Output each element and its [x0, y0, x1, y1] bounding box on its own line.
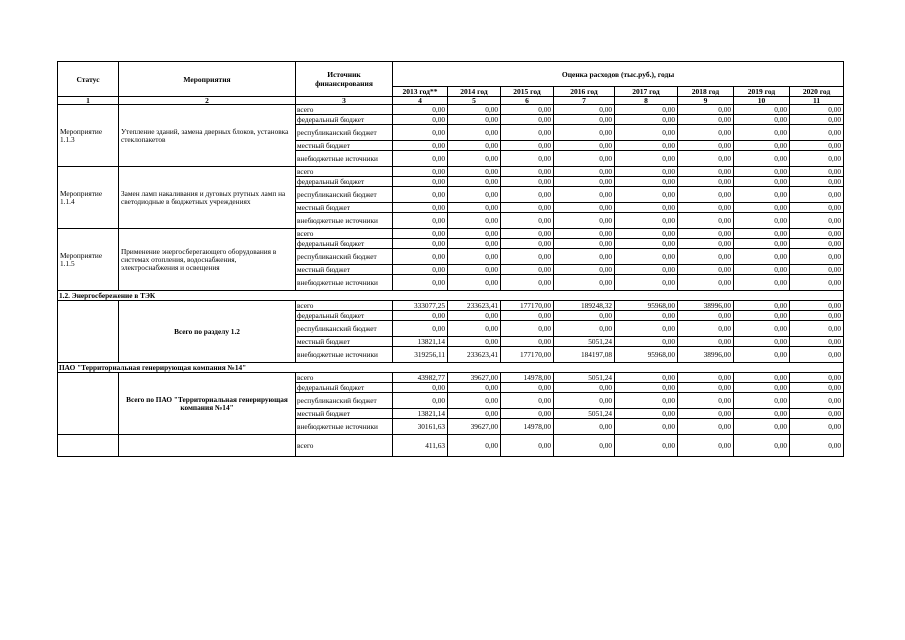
value-cell: 0,00: [554, 419, 615, 435]
value-cell: 14978,00: [501, 419, 554, 435]
table-row: [58, 435, 844, 457]
value-cell: 0,00: [448, 203, 501, 213]
funding-source-cell: внебюджетные источники: [296, 419, 393, 435]
funding-source-cell: всего: [296, 373, 393, 383]
value-cell: 0,00: [448, 275, 501, 291]
value-cell: 0,00: [448, 229, 501, 239]
value-cell: 0,00: [734, 435, 790, 457]
value-cell: 0,00: [790, 265, 844, 275]
value-cell: 0,00: [615, 203, 678, 213]
value-cell: 0,00: [734, 125, 790, 141]
value-cell: 0,00: [554, 141, 615, 151]
value-cell: 0,00: [615, 393, 678, 409]
value-cell: 13821,14: [393, 409, 448, 419]
value-cell: 0,00: [501, 249, 554, 265]
budget-table-sheet: [57, 61, 843, 457]
value-cell: 0,00: [501, 265, 554, 275]
funding-source-cell: внебюджетные источники: [296, 347, 393, 363]
funding-source-cell: республиканский бюджет: [296, 321, 393, 337]
value-cell: 0,00: [554, 249, 615, 265]
funding-source-cell: всего: [296, 167, 393, 177]
value-cell: 0,00: [734, 265, 790, 275]
value-cell: 0,00: [448, 177, 501, 187]
value-cell: 0,00: [501, 229, 554, 239]
value-cell: 0,00: [734, 151, 790, 167]
funding-source-cell: местный бюджет: [296, 141, 393, 151]
value-cell: 0,00: [734, 373, 790, 383]
value-cell: 0,00: [734, 105, 790, 115]
value-cell: 177170,00: [501, 347, 554, 363]
value-cell: 0,00: [393, 393, 448, 409]
value-cell: 0,00: [790, 383, 844, 393]
funding-source-cell: федеральный бюджет: [296, 311, 393, 321]
value-cell: 0,00: [678, 105, 734, 115]
value-cell: 0,00: [734, 239, 790, 249]
value-cell: 0,00: [501, 337, 554, 347]
value-cell: 0,00: [393, 187, 448, 203]
value-cell: 0,00: [501, 141, 554, 151]
funding-source-cell: федеральный бюджет: [296, 177, 393, 187]
value-cell: 0,00: [615, 229, 678, 239]
column-number: 3: [296, 97, 393, 105]
value-cell: 0,00: [790, 321, 844, 337]
budget-table: [57, 61, 844, 457]
value-cell: 184197,08: [554, 347, 615, 363]
header-year: 2017 год: [615, 87, 678, 97]
value-cell: 14978,00: [501, 373, 554, 383]
header-estimate: Оценка расходов (тыс.руб.), годы: [393, 62, 844, 87]
value-cell: 0,00: [615, 419, 678, 435]
funding-source-cell: местный бюджет: [296, 265, 393, 275]
funding-source-cell: республиканский бюджет: [296, 125, 393, 141]
value-cell: 0,00: [393, 265, 448, 275]
value-cell: 0,00: [501, 435, 554, 457]
value-cell: 5051,24: [554, 409, 615, 419]
value-cell: 0,00: [448, 265, 501, 275]
value-cell: 0,00: [678, 265, 734, 275]
value-cell: 0,00: [615, 321, 678, 337]
value-cell: 0,00: [393, 125, 448, 141]
value-cell: 0,00: [554, 393, 615, 409]
value-cell: 0,00: [790, 311, 844, 321]
column-number: 7: [554, 97, 615, 105]
value-cell: 0,00: [678, 213, 734, 229]
column-number: 4: [393, 97, 448, 105]
value-cell: 0,00: [554, 239, 615, 249]
value-cell: 233623,41: [448, 347, 501, 363]
table-row: [58, 105, 844, 115]
value-cell: 0,00: [501, 167, 554, 177]
value-cell: 0,00: [790, 141, 844, 151]
header-year: 2013 год**: [393, 87, 448, 97]
value-cell: 0,00: [448, 337, 501, 347]
value-cell: 0,00: [501, 311, 554, 321]
value-cell: 0,00: [501, 151, 554, 167]
value-cell: 13821,14: [393, 337, 448, 347]
value-cell: 0,00: [678, 203, 734, 213]
value-cell: 0,00: [393, 229, 448, 239]
section-title: ПАО "Территориальная генерирующая компания №14": [58, 363, 844, 373]
status-cell: [58, 435, 119, 457]
column-number: 5: [448, 97, 501, 105]
value-cell: 5051,24: [554, 337, 615, 347]
value-cell: 0,00: [554, 115, 615, 125]
value-cell: 0,00: [615, 141, 678, 151]
value-cell: 333077,25: [393, 301, 448, 311]
value-cell: 0,00: [734, 409, 790, 419]
value-cell: 0,00: [790, 373, 844, 383]
value-cell: 0,00: [554, 265, 615, 275]
value-cell: 0,00: [734, 115, 790, 125]
value-cell: 0,00: [678, 383, 734, 393]
table-row: [58, 229, 844, 239]
funding-source-cell: федеральный бюджет: [296, 239, 393, 249]
value-cell: 0,00: [448, 409, 501, 419]
header-events: Мероприятия: [119, 62, 296, 97]
value-cell: 0,00: [448, 249, 501, 265]
funding-source-cell: республиканский бюджет: [296, 187, 393, 203]
value-cell: 0,00: [393, 151, 448, 167]
value-cell: 0,00: [448, 167, 501, 177]
value-cell: 0,00: [678, 393, 734, 409]
value-cell: 38996,00: [678, 347, 734, 363]
funding-source-cell: внебюджетные источники: [296, 275, 393, 291]
value-cell: 0,00: [501, 409, 554, 419]
value-cell: 0,00: [554, 435, 615, 457]
value-cell: 0,00: [790, 393, 844, 409]
value-cell: 0,00: [448, 321, 501, 337]
value-cell: 0,00: [734, 275, 790, 291]
value-cell: 0,00: [393, 177, 448, 187]
value-cell: 0,00: [734, 229, 790, 239]
column-number: 9: [678, 97, 734, 105]
value-cell: 38996,00: [678, 301, 734, 311]
value-cell: 0,00: [554, 203, 615, 213]
value-cell: 0,00: [790, 337, 844, 347]
funding-source-cell: всего: [296, 435, 393, 457]
value-cell: 0,00: [678, 249, 734, 265]
value-cell: 0,00: [734, 177, 790, 187]
value-cell: 0,00: [554, 187, 615, 203]
value-cell: 0,00: [734, 249, 790, 265]
value-cell: 0,00: [790, 187, 844, 203]
value-cell: 0,00: [790, 239, 844, 249]
value-cell: 0,00: [790, 203, 844, 213]
value-cell: 0,00: [554, 229, 615, 239]
value-cell: 0,00: [554, 275, 615, 291]
value-cell: 0,00: [554, 151, 615, 167]
table-row: [58, 373, 844, 383]
value-cell: 0,00: [448, 115, 501, 125]
column-number: 10: [734, 97, 790, 105]
value-cell: 0,00: [615, 187, 678, 203]
value-cell: 30161,63: [393, 419, 448, 435]
value-cell: 0,00: [501, 115, 554, 125]
column-number: 8: [615, 97, 678, 105]
header-year: 2015 год: [501, 87, 554, 97]
value-cell: 0,00: [734, 393, 790, 409]
value-cell: 95968,00: [615, 347, 678, 363]
value-cell: 411,63: [393, 435, 448, 457]
value-cell: 0,00: [554, 321, 615, 337]
value-cell: 0,00: [501, 105, 554, 115]
value-cell: 0,00: [734, 383, 790, 393]
value-cell: 0,00: [393, 105, 448, 115]
value-cell: 0,00: [615, 383, 678, 393]
status-cell: [58, 301, 119, 363]
event-cell: Всего по ПАО "Территориальная генерирующая компания №14": [119, 373, 296, 435]
value-cell: 0,00: [734, 337, 790, 347]
table-row: [58, 167, 844, 177]
value-cell: 0,00: [678, 409, 734, 419]
value-cell: 319256,11: [393, 347, 448, 363]
header-year: 2018 год: [678, 87, 734, 97]
funding-source-cell: внебюджетные источники: [296, 151, 393, 167]
funding-source-cell: республиканский бюджет: [296, 393, 393, 409]
value-cell: 0,00: [790, 151, 844, 167]
value-cell: 0,00: [615, 213, 678, 229]
funding-source-cell: местный бюджет: [296, 203, 393, 213]
value-cell: 0,00: [615, 239, 678, 249]
section-row: [58, 291, 844, 301]
value-cell: 0,00: [615, 265, 678, 275]
value-cell: 0,00: [554, 167, 615, 177]
value-cell: 0,00: [790, 409, 844, 419]
value-cell: 0,00: [448, 141, 501, 151]
value-cell: 0,00: [501, 203, 554, 213]
value-cell: 0,00: [501, 125, 554, 141]
value-cell: 0,00: [790, 125, 844, 141]
value-cell: 0,00: [554, 213, 615, 229]
section-row: [58, 363, 844, 373]
value-cell: 0,00: [448, 239, 501, 249]
value-cell: 0,00: [501, 383, 554, 393]
value-cell: 0,00: [615, 409, 678, 419]
value-cell: 0,00: [615, 311, 678, 321]
value-cell: 5051,24: [554, 373, 615, 383]
value-cell: 0,00: [678, 229, 734, 239]
value-cell: 0,00: [501, 239, 554, 249]
value-cell: 0,00: [615, 177, 678, 187]
value-cell: 0,00: [554, 105, 615, 115]
value-cell: 0,00: [615, 105, 678, 115]
value-cell: 0,00: [678, 115, 734, 125]
value-cell: 0,00: [615, 125, 678, 141]
status-cell: Мероприятие 1.1.4: [58, 167, 119, 229]
value-cell: 0,00: [790, 229, 844, 239]
value-cell: 0,00: [501, 213, 554, 229]
value-cell: 95968,00: [615, 301, 678, 311]
header-status: Статус: [58, 62, 119, 97]
value-cell: 0,00: [501, 187, 554, 203]
value-cell: 0,00: [734, 187, 790, 203]
value-cell: 39627,00: [448, 373, 501, 383]
event-cell: [119, 435, 296, 457]
funding-source-cell: внебюджетные источники: [296, 213, 393, 229]
value-cell: 0,00: [615, 435, 678, 457]
column-number: 6: [501, 97, 554, 105]
value-cell: 0,00: [393, 275, 448, 291]
value-cell: 0,00: [790, 275, 844, 291]
value-cell: 0,00: [790, 167, 844, 177]
value-cell: 0,00: [790, 105, 844, 115]
status-cell: [58, 373, 119, 435]
value-cell: 0,00: [554, 177, 615, 187]
header-year: 2014 год: [448, 87, 501, 97]
value-cell: 0,00: [615, 337, 678, 347]
value-cell: 0,00: [790, 213, 844, 229]
value-cell: 0,00: [554, 383, 615, 393]
value-cell: 0,00: [501, 321, 554, 337]
value-cell: 0,00: [790, 419, 844, 435]
value-cell: 0,00: [790, 177, 844, 187]
value-cell: 0,00: [615, 373, 678, 383]
value-cell: 39627,00: [448, 419, 501, 435]
value-cell: 0,00: [790, 301, 844, 311]
value-cell: 0,00: [734, 321, 790, 337]
value-cell: 0,00: [790, 115, 844, 125]
funding-source-cell: всего: [296, 229, 393, 239]
value-cell: 0,00: [448, 187, 501, 203]
event-cell: Применение энергосберегающего оборудования в системах отопления, водоснабжения, электроснабжения и освещения: [119, 229, 296, 291]
value-cell: 0,00: [393, 213, 448, 229]
value-cell: 0,00: [790, 249, 844, 265]
value-cell: 0,00: [790, 347, 844, 363]
value-cell: 0,00: [501, 393, 554, 409]
value-cell: 0,00: [615, 167, 678, 177]
value-cell: 0,00: [448, 151, 501, 167]
value-cell: 0,00: [448, 213, 501, 229]
column-number: 11: [790, 97, 844, 105]
value-cell: 0,00: [678, 321, 734, 337]
header-year: 2020 год: [790, 87, 844, 97]
value-cell: 0,00: [734, 311, 790, 321]
funding-source-cell: федеральный бюджет: [296, 383, 393, 393]
value-cell: 0,00: [678, 151, 734, 167]
value-cell: 0,00: [678, 167, 734, 177]
header-source: Источник финансирования: [296, 62, 393, 97]
value-cell: 0,00: [678, 177, 734, 187]
value-cell: 43982,77: [393, 373, 448, 383]
value-cell: 0,00: [734, 203, 790, 213]
value-cell: 0,00: [790, 435, 844, 457]
value-cell: 0,00: [501, 275, 554, 291]
value-cell: 0,00: [678, 141, 734, 151]
value-cell: 0,00: [448, 383, 501, 393]
value-cell: 0,00: [393, 115, 448, 125]
value-cell: 0,00: [393, 141, 448, 151]
value-cell: 0,00: [734, 419, 790, 435]
value-cell: 0,00: [678, 435, 734, 457]
value-cell: 233623,41: [448, 301, 501, 311]
value-cell: 0,00: [448, 105, 501, 115]
value-cell: 0,00: [615, 249, 678, 265]
value-cell: 177170,00: [501, 301, 554, 311]
value-cell: 0,00: [393, 311, 448, 321]
value-cell: 0,00: [448, 435, 501, 457]
value-cell: 0,00: [393, 203, 448, 213]
column-number: 1: [58, 97, 119, 105]
value-cell: 0,00: [393, 167, 448, 177]
value-cell: 0,00: [678, 373, 734, 383]
value-cell: 189248,32: [554, 301, 615, 311]
value-cell: 0,00: [734, 167, 790, 177]
section-title: 1.2. Энергосбережение в ТЭК: [58, 291, 844, 301]
funding-source-cell: республиканский бюджет: [296, 249, 393, 265]
value-cell: 0,00: [678, 239, 734, 249]
value-cell: 0,00: [734, 301, 790, 311]
value-cell: 0,00: [393, 321, 448, 337]
value-cell: 0,00: [448, 393, 501, 409]
value-cell: 0,00: [393, 383, 448, 393]
value-cell: 0,00: [734, 347, 790, 363]
column-number: 2: [119, 97, 296, 105]
value-cell: 0,00: [448, 311, 501, 321]
funding-source-cell: всего: [296, 301, 393, 311]
value-cell: 0,00: [678, 125, 734, 141]
value-cell: 0,00: [678, 419, 734, 435]
value-cell: 0,00: [678, 275, 734, 291]
funding-source-cell: федеральный бюджет: [296, 115, 393, 125]
value-cell: 0,00: [393, 249, 448, 265]
value-cell: 0,00: [615, 275, 678, 291]
value-cell: 0,00: [393, 239, 448, 249]
value-cell: 0,00: [678, 311, 734, 321]
funding-source-cell: всего: [296, 105, 393, 115]
funding-source-cell: местный бюджет: [296, 337, 393, 347]
header-year: 2016 год: [554, 87, 615, 97]
value-cell: 0,00: [554, 311, 615, 321]
value-cell: 0,00: [448, 125, 501, 141]
value-cell: 0,00: [615, 151, 678, 167]
value-cell: 0,00: [554, 125, 615, 141]
value-cell: 0,00: [615, 115, 678, 125]
table-row: [58, 301, 844, 311]
event-cell: Всего по разделу 1.2: [119, 301, 296, 363]
value-cell: 0,00: [678, 187, 734, 203]
value-cell: 0,00: [678, 337, 734, 347]
value-cell: 0,00: [734, 213, 790, 229]
value-cell: 0,00: [734, 141, 790, 151]
event-cell: Утепление зданий, замена дверных блоков, установка стеклопакетов: [119, 105, 296, 167]
value-cell: 0,00: [501, 177, 554, 187]
status-cell: Мероприятие 1.1.3: [58, 105, 119, 167]
header-year: 2019 год: [734, 87, 790, 97]
funding-source-cell: местный бюджет: [296, 409, 393, 419]
status-cell: Мероприятие 1.1.5: [58, 229, 119, 291]
event-cell: Замен ламп накаливания и дуговых ртутных ламп на светодиодные в бюджетных учреждениях: [119, 167, 296, 229]
